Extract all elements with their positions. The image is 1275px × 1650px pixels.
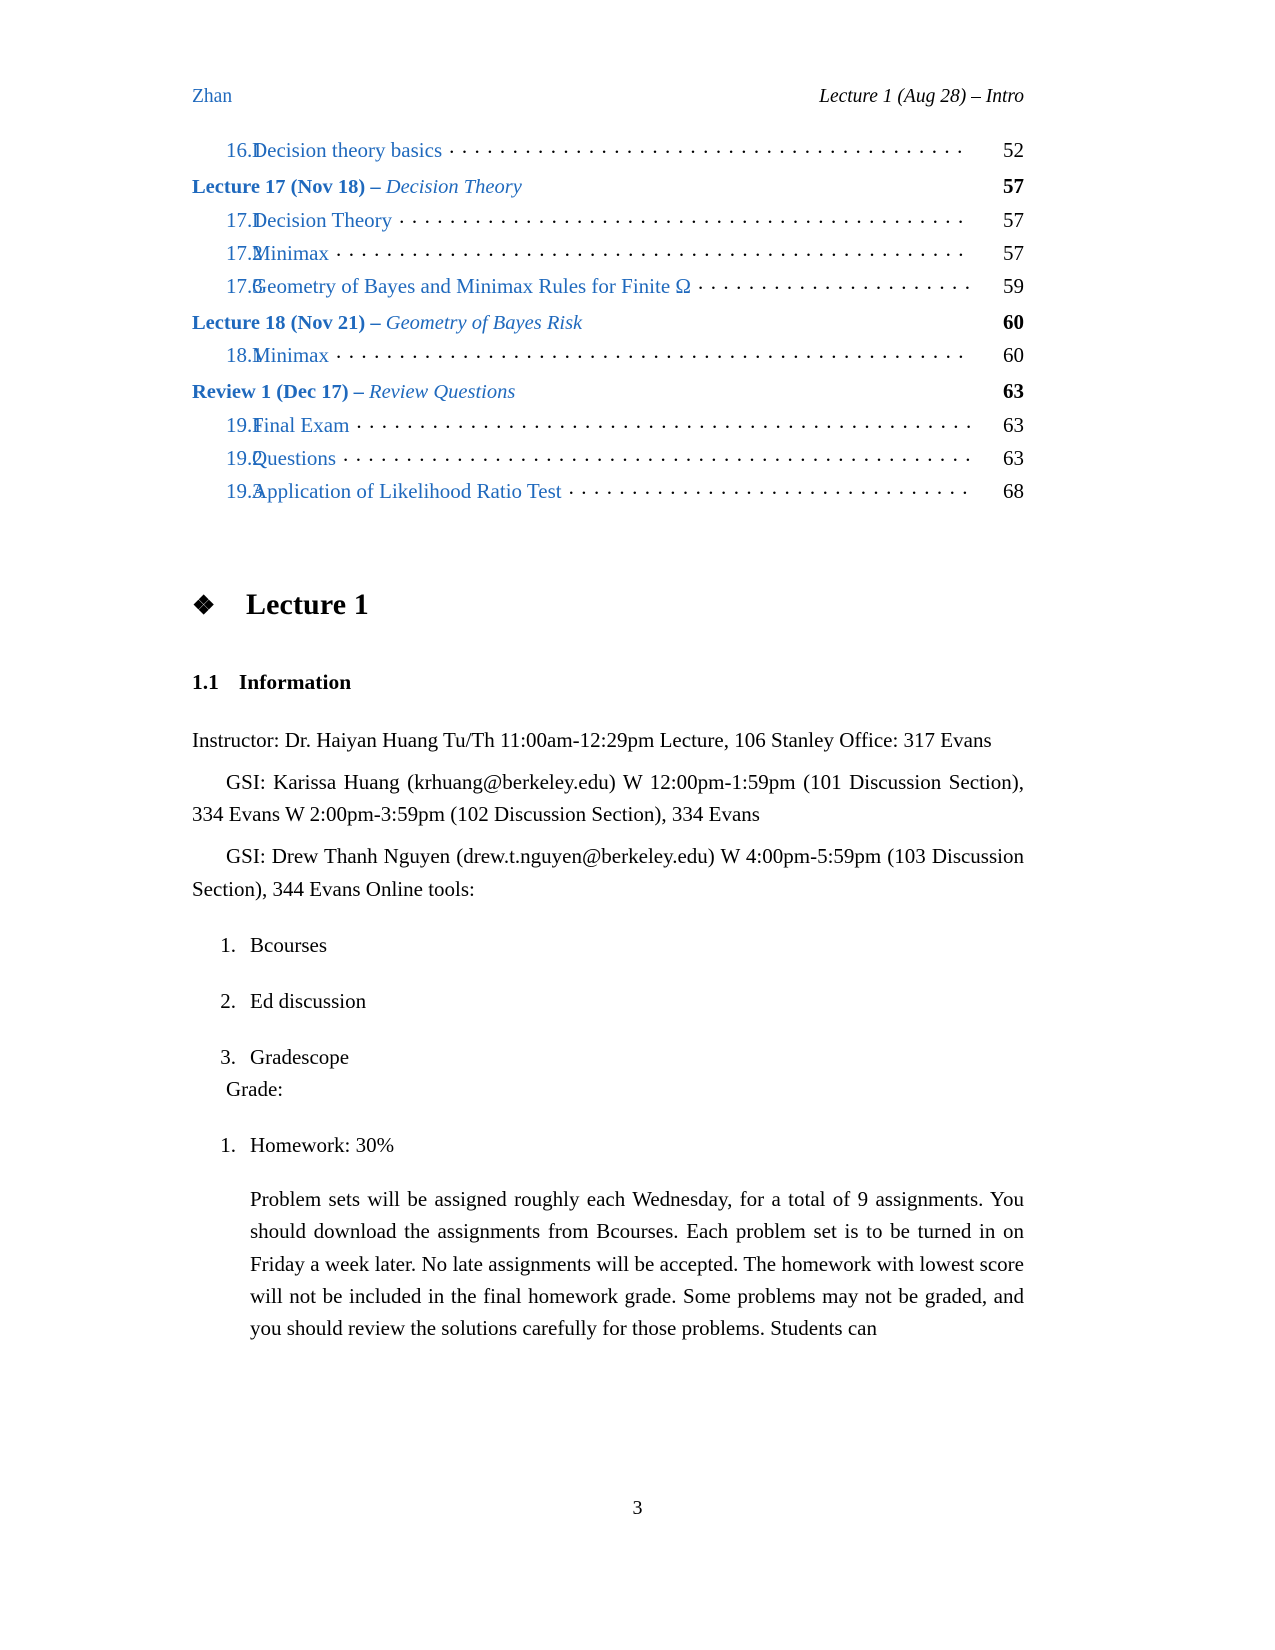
toc-leader-dots <box>523 382 970 398</box>
toc-entry-page: 60 <box>1003 343 1024 367</box>
list-item-body <box>250 1129 1024 1344</box>
homework-detail-paragraph: Problem sets will be assigned roughly each Wednesday, for a total of 9 assignments. You should download the assignments from Bcourses. Each problem set is to be turned in on Friday a week later. No late assignments will be accepted. The homework with lowest score will not be included in the final homework grade. Some problems may not be graded, and you should review the solutions carefully for those problems. Students can <box>250 1187 1024 1340</box>
toc-entry[interactable] <box>192 207 1024 232</box>
toc-chapter-title: Decision Theory <box>385 176 522 198</box>
list-item-label: Bcourses <box>250 932 327 957</box>
list-item-marker: 2. <box>220 988 236 1013</box>
toc-entry-page: 63 <box>1003 379 1024 403</box>
toc-entry-number: 16.1 <box>226 138 263 162</box>
toc-entry-number: 19.3 <box>226 478 263 503</box>
body-content <box>192 724 1024 1344</box>
toc-chapter-prefix: Lecture 17 (Nov 18) – <box>192 176 386 198</box>
toc-entry-chapter[interactable] <box>192 309 1024 334</box>
toc-entry[interactable] <box>192 345 1024 366</box>
toc-chapter-prefix: Review 1 (Dec 17) – <box>192 381 370 403</box>
gsi-1-paragraph: GSI: Karissa Huang (krhuang@berkeley.edu) W 12:00pm-1:59pm (101 Discussion Section), 334 Evans W 2:00pm-3:59pm (102 Discussion Section), 334 Evans <box>192 770 1024 827</box>
section-heading-title: Information <box>238 670 352 694</box>
grade-list <box>192 1129 1024 1344</box>
toc-leader-dots <box>399 211 970 227</box>
list-item <box>192 1129 1024 1344</box>
list-item-label: Gradescope <box>250 1044 350 1069</box>
toc-entry-page: 57 <box>1003 174 1024 198</box>
table-of-contents <box>192 140 1024 502</box>
toc-entry-title: Decision theory basics <box>252 138 443 162</box>
toc-entry-title: Minimax <box>252 240 329 265</box>
toc-leader-dots <box>356 416 970 432</box>
instructor-paragraph: Instructor: Dr. Haiyan Huang Tu/Th 11:00am-12:29pm Lecture, 106 Stanley Office: 317 Evans <box>192 728 992 752</box>
list-item <box>192 1041 1024 1073</box>
toc-entry[interactable] <box>192 445 1024 470</box>
toc-entry[interactable] <box>192 273 1024 298</box>
toc-entry[interactable] <box>192 140 1024 161</box>
toc-entry-number: 17.1 <box>226 207 263 232</box>
running-header-title: Lecture 1 (Aug 28) – Intro <box>819 86 1024 107</box>
toc-entry-number: 17.3 <box>226 273 263 298</box>
lecture-heading-title: Lecture 1 <box>246 588 369 621</box>
toc-entry-page: 60 <box>1003 309 1024 334</box>
toc-chapter-label <box>192 313 590 334</box>
toc-entry[interactable] <box>192 478 1024 503</box>
grade-label: Grade: <box>226 1077 284 1101</box>
list-item-label: Ed discussion <box>250 988 367 1013</box>
toc-leader-dots <box>336 346 970 362</box>
toc-leader-dots <box>698 277 970 293</box>
toc-entry-page: 57 <box>1003 240 1024 265</box>
online-tools-list <box>192 929 1024 1073</box>
section-heading-number: 1.1 <box>192 670 219 694</box>
toc-entry-page: 63 <box>1003 445 1024 470</box>
toc-entry-page: 63 <box>1003 412 1024 437</box>
list-item-marker: 1. <box>220 932 236 957</box>
toc-leader-dots <box>590 313 970 329</box>
toc-chapter-label <box>192 382 523 403</box>
toc-entry-number: 19.2 <box>226 445 263 470</box>
list-item <box>192 985 1024 1017</box>
toc-leader-dots <box>530 177 970 193</box>
toc-entry-title: Minimax <box>252 343 329 367</box>
toc-entry-title: Questions <box>252 445 336 470</box>
toc-entry-page: 59 <box>1003 273 1024 298</box>
running-header <box>192 86 1024 108</box>
list-item-label: Homework: 30% <box>250 1133 395 1158</box>
list-item-marker: 1. <box>220 1133 236 1158</box>
toc-entry-number: 18.1 <box>226 343 263 367</box>
toc-leader-dots <box>449 141 970 157</box>
toc-chapter-title: Review Questions <box>369 381 516 403</box>
toc-chapter-prefix: Lecture 18 (Nov 21) – <box>192 311 386 334</box>
list-item-marker: 3. <box>220 1044 236 1069</box>
toc-entry-number: 19.1 <box>226 412 263 437</box>
toc-entry-title: Geometry of Bayes and Minimax Rules for Finite Ω <box>252 273 692 298</box>
toc-entry-chapter[interactable] <box>192 176 1024 198</box>
toc-entry-title: Final Exam <box>252 412 350 437</box>
list-item <box>192 929 1024 961</box>
toc-entry-number: 17.2 <box>226 240 263 265</box>
toc-entry[interactable] <box>192 240 1024 265</box>
toc-leader-dots <box>336 244 970 260</box>
toc-entry-page: 57 <box>1003 207 1024 232</box>
toc-entry-page: 68 <box>1003 478 1024 503</box>
section-heading <box>192 670 351 695</box>
toc-chapter-label <box>192 177 530 198</box>
toc-leader-dots <box>343 449 970 465</box>
running-header-author: Zhan <box>192 86 233 107</box>
toc-entry-title: Application of Likelihood Ratio Test <box>252 478 562 503</box>
page-number: 3 <box>632 1497 643 1519</box>
toc-leader-dots <box>569 482 970 498</box>
toc-chapter-title: Geometry of Bayes Risk <box>385 311 583 334</box>
toc-entry-chapter[interactable] <box>192 381 1024 403</box>
lecture-heading <box>192 588 369 622</box>
toc-entry-page: 52 <box>1003 138 1024 162</box>
toc-entry[interactable] <box>192 412 1024 437</box>
toc-entry-title: Decision Theory <box>252 207 393 232</box>
reference-mark-icon: ❖ <box>192 591 216 620</box>
gsi-2-paragraph: GSI: Drew Thanh Nguyen (drew.t.nguyen@berkeley.edu) W 4:00pm-5:59pm (103 Discussion Section), 344 Evans Online tools: <box>192 844 1024 901</box>
